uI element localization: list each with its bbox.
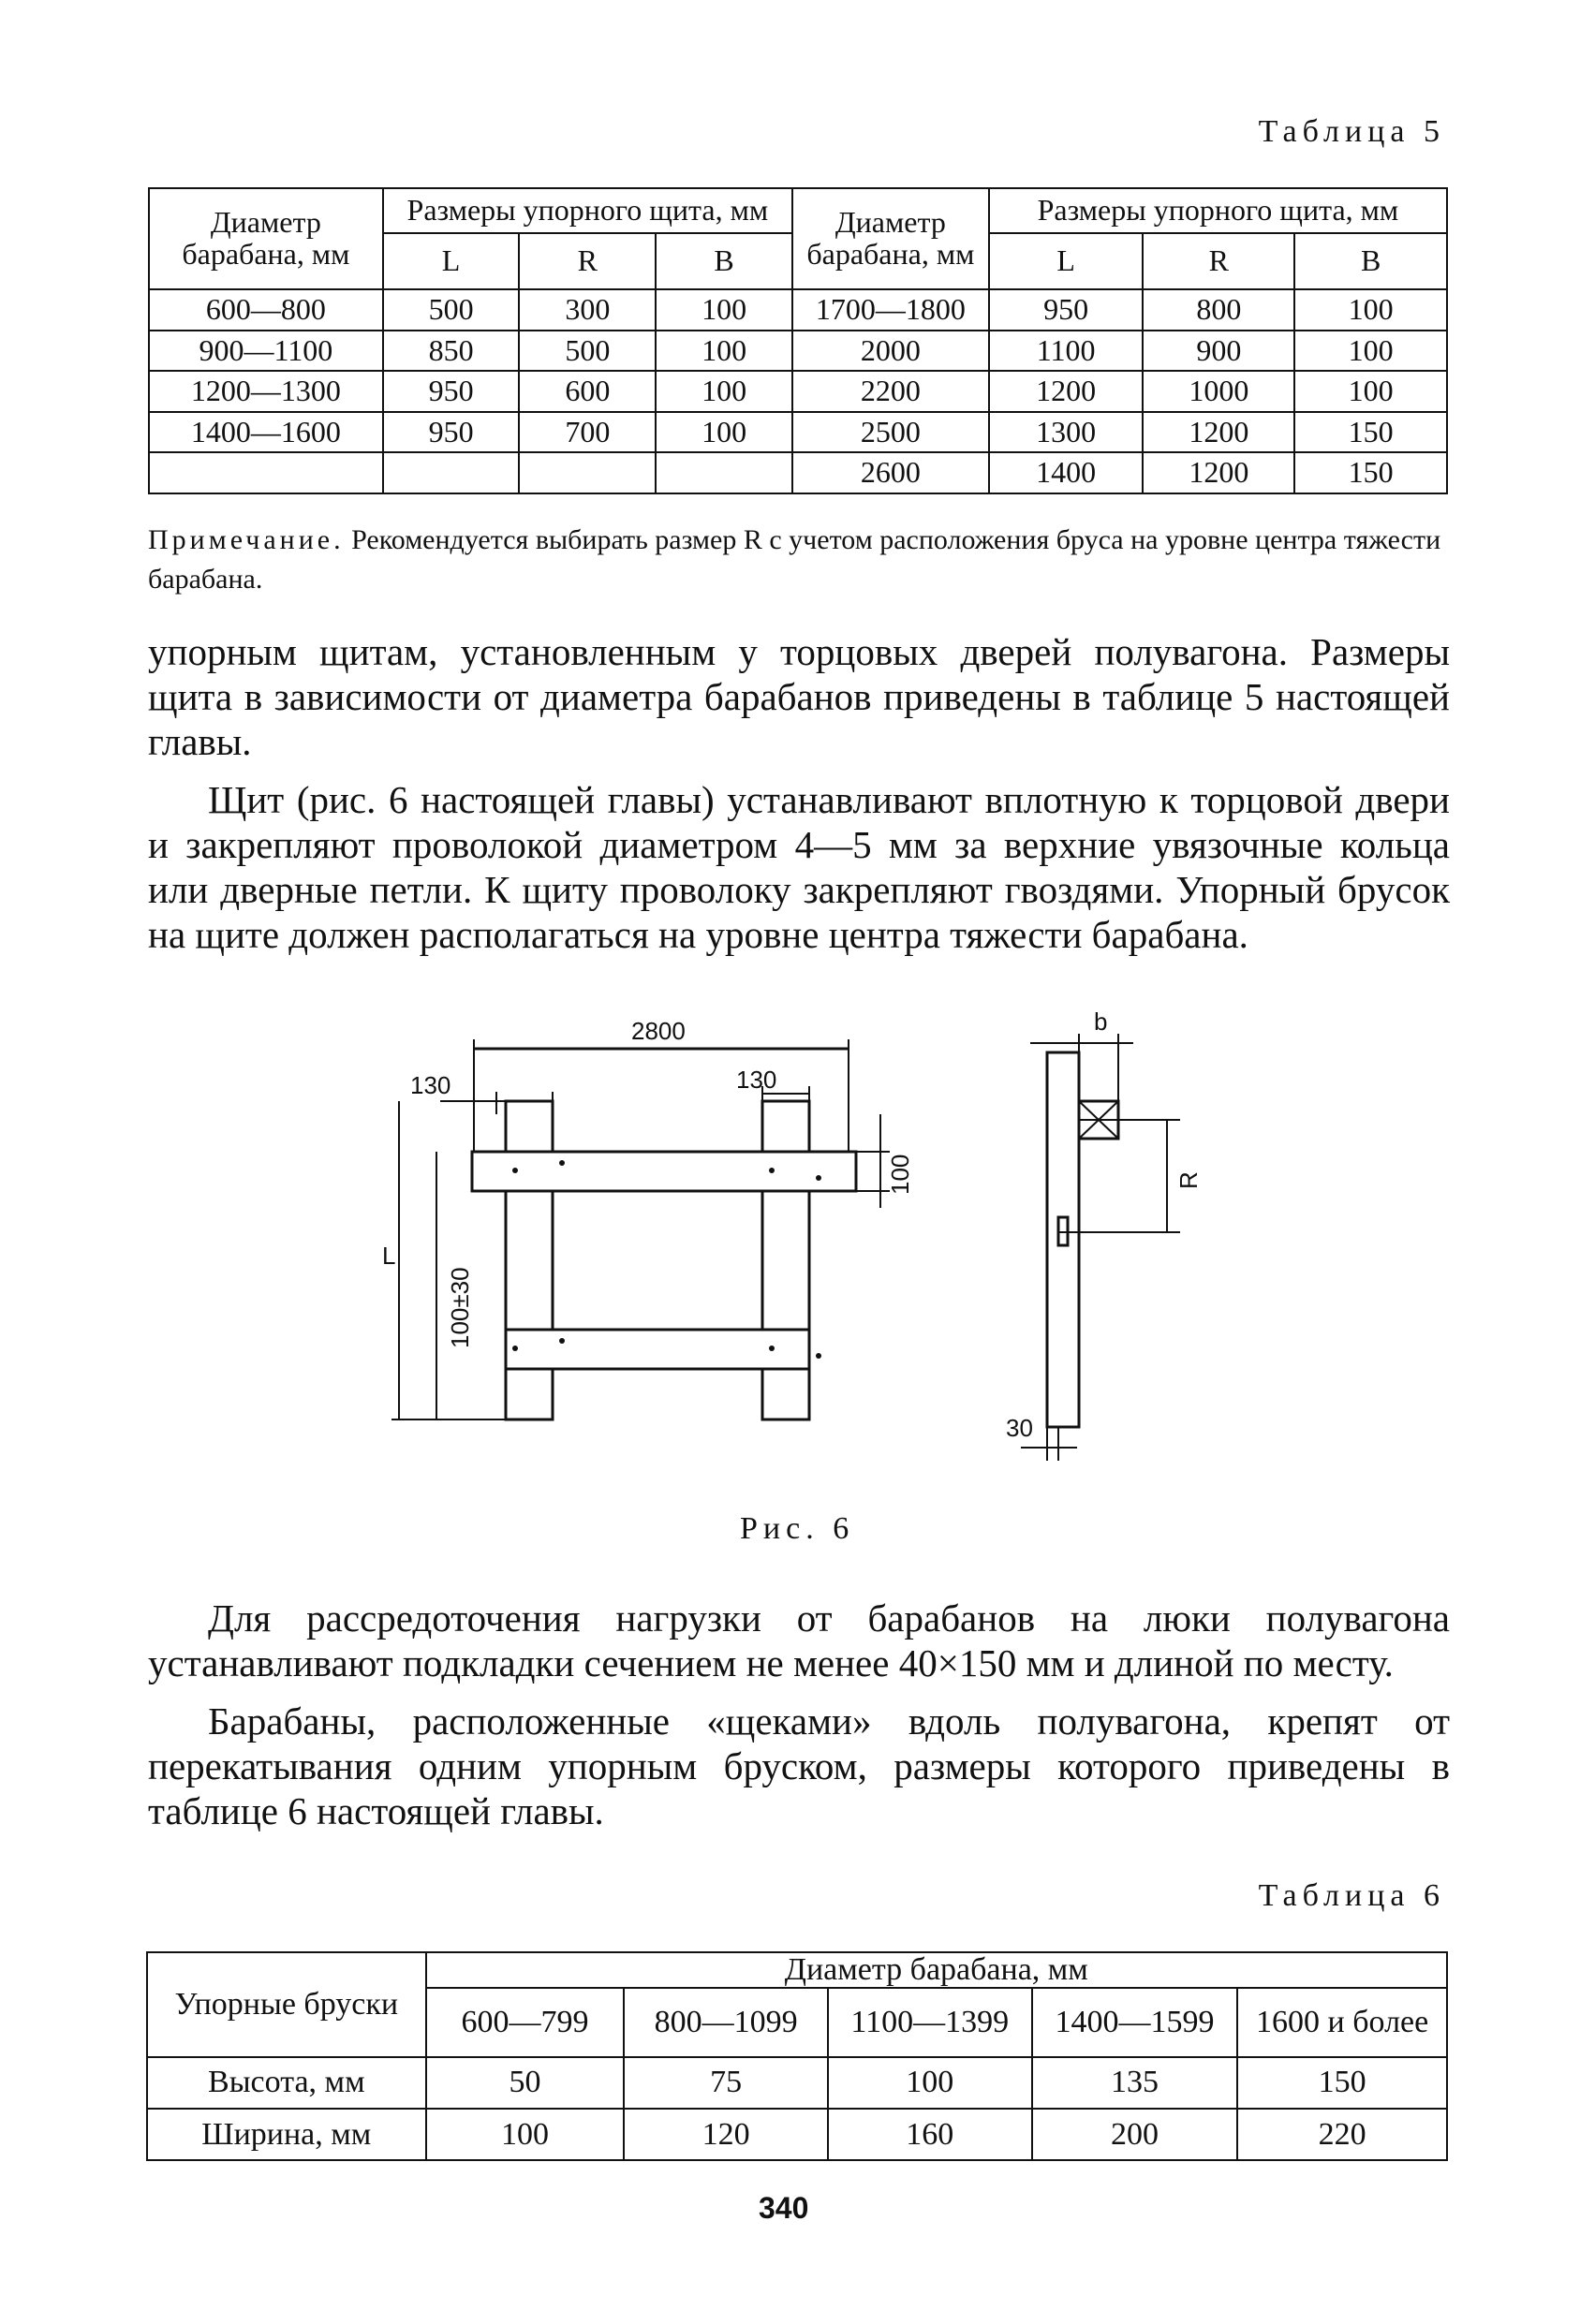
- table-cell: 150: [1237, 2057, 1447, 2109]
- table-cell: 1100: [989, 331, 1144, 372]
- table-cell: 100: [426, 2109, 625, 2160]
- body-text-top: [148, 629, 1450, 957]
- page-number: 340: [759, 2191, 809, 2225]
- top-board: [472, 1152, 856, 1191]
- table-cell: 100: [1294, 331, 1447, 372]
- table-cell: 2600: [792, 452, 989, 493]
- table6-column-header: 600—799: [426, 1988, 625, 2057]
- table-cell: 600—800: [149, 289, 383, 331]
- table-cell: 900: [1143, 331, 1294, 372]
- table-cell: [656, 452, 792, 493]
- table6: [146, 1951, 1448, 2161]
- table6-row-label: Ширина, мм: [147, 2109, 426, 2160]
- note-text: Рекомендуется выбирать размер R с учетом расположения бруса на уровне центра тяжести барабана.: [148, 524, 1441, 595]
- table-row: [147, 2057, 1447, 2109]
- dim-label-R: R: [1174, 1171, 1203, 1189]
- table-cell: 1300: [989, 412, 1144, 453]
- paragraph-3: Для рассредоточения нагрузки от барабанов на люки полувагона устанавливают подкладки сечением не менее 40×150 мм и длиной по месту.: [148, 1596, 1450, 1684]
- table-cell: 500: [519, 331, 656, 372]
- table-cell: 1000: [1143, 371, 1294, 412]
- table-cell: [149, 452, 383, 493]
- table6-column-header: 800—1099: [624, 1988, 828, 2057]
- figure-6-caption: Рис. 6: [740, 1511, 855, 1546]
- table5-header-L-1: L: [383, 233, 520, 289]
- table-cell: 2000: [792, 331, 989, 372]
- table-cell: 950: [383, 371, 520, 412]
- table6-column-header: 1600 и более: [1237, 1988, 1447, 2057]
- paragraph-2: Щит (рис. 6 настоящей главы) устанавливают вплотную к торцовой двери и закрепляют проволокой диаметром 4—5 мм за верхние увязочные кольца или дверные петли. К щиту проволоку закрепляют гвоздями. Упорный брусок на щите должен располагаться на уровне центра тяжести барабана.: [148, 778, 1450, 956]
- table6-header-diameter: Диаметр барабана, мм: [426, 1952, 1447, 1988]
- side-view-board: [1047, 1052, 1079, 1427]
- table-cell: 100: [656, 371, 792, 412]
- table6-caption: Таблица 6: [1258, 1878, 1445, 1913]
- dim-label-right-bar: 100: [886, 1154, 914, 1195]
- dim-label-lower-gap: 100±30: [446, 1267, 474, 1348]
- table-cell: 1200: [1143, 412, 1294, 453]
- table-cell: [519, 452, 656, 493]
- table-row: [149, 452, 1447, 493]
- table6-column-header: 1400—1599: [1032, 1988, 1238, 2057]
- table5-header-B-1: B: [656, 233, 792, 289]
- table-cell: 100: [656, 289, 792, 331]
- bottom-board: [506, 1330, 809, 1369]
- table-cell: 100: [1294, 371, 1447, 412]
- table-row: [149, 412, 1447, 453]
- table5-header-sizes-2: Размеры упорного щита, мм: [989, 188, 1447, 233]
- table-cell: 135: [1032, 2057, 1238, 2109]
- table-row: [149, 289, 1447, 331]
- table-cell: 600: [519, 371, 656, 412]
- table-cell: 100: [656, 331, 792, 372]
- table-row: [147, 2109, 1447, 2160]
- table-cell: 200: [1032, 2109, 1238, 2160]
- table-cell: 150: [1294, 412, 1447, 453]
- note-label: Примечание.: [148, 524, 345, 555]
- left-post: [506, 1101, 553, 1419]
- table-cell: 1400: [989, 452, 1144, 493]
- table6-header-bars: Упорные бруски: [147, 1952, 426, 2057]
- table5-header-diameter-1: Диаметр барабана, мм: [149, 188, 383, 289]
- table-cell: 2500: [792, 412, 989, 453]
- table5-caption: Таблица 5: [1258, 114, 1445, 149]
- table-cell: 500: [383, 289, 520, 331]
- table6-row-label: Высота, мм: [147, 2057, 426, 2109]
- table-cell: 800: [1143, 289, 1294, 331]
- table5-header-R-1: R: [519, 233, 656, 289]
- paragraph-4: Барабаны, расположенные «щеками» вдоль полувагона, крепят от перекатывания одним упорным бруском, размеры которого приведены в таблице 6 настоящей главы.: [148, 1699, 1450, 1832]
- dim-label-L: L: [382, 1242, 396, 1270]
- dim-label-30: 30: [1006, 1414, 1033, 1442]
- table-cell: 150: [1294, 452, 1447, 493]
- paragraph-1: упорным щитам, установленным у торцовых дверей полувагона. Размеры щита в зависимости от диаметра барабанов приведены в таблице 5 настоящей главы.: [148, 630, 1450, 763]
- table-cell: 1400—1600: [149, 412, 383, 453]
- table6-column-header: 1100—1399: [828, 1988, 1032, 2057]
- table5-header-R-2: R: [1143, 233, 1294, 289]
- table5: [148, 187, 1448, 494]
- dim-label-left-offset: 130: [410, 1071, 451, 1099]
- table-cell: 75: [624, 2057, 828, 2109]
- table-cell: 120: [624, 2109, 828, 2160]
- table-cell: 700: [519, 412, 656, 453]
- table-cell: 100: [1294, 289, 1447, 331]
- figure-6-drawing: [365, 1011, 1227, 1498]
- table-cell: 850: [383, 331, 520, 372]
- table-cell: 100: [656, 412, 792, 453]
- right-post: [762, 1101, 809, 1419]
- table5-header-L-2: L: [989, 233, 1144, 289]
- table5-note: [148, 521, 1448, 599]
- dim-label-width: 2800: [631, 1017, 686, 1045]
- table-cell: 220: [1237, 2109, 1447, 2160]
- table-cell: [383, 452, 520, 493]
- table-cell: 1200: [989, 371, 1144, 412]
- table-cell: 50: [426, 2057, 625, 2109]
- table-row: [149, 331, 1447, 372]
- table-cell: 160: [828, 2109, 1032, 2160]
- table-cell: 1200—1300: [149, 371, 383, 412]
- dim-label-b: b: [1094, 1011, 1108, 1036]
- table-row: [149, 371, 1447, 412]
- dim-label-inner-offset: 130: [736, 1066, 777, 1094]
- table5-header-B-2: B: [1294, 233, 1447, 289]
- table-cell: 900—1100: [149, 331, 383, 372]
- table5-header-sizes-1: Размеры упорного щита, мм: [383, 188, 792, 233]
- body-text-bottom: [148, 1596, 1450, 1833]
- table-cell: 2200: [792, 371, 989, 412]
- table-cell: 300: [519, 289, 656, 331]
- table-cell: 1200: [1143, 452, 1294, 493]
- table-cell: 950: [989, 289, 1144, 331]
- table-cell: 100: [828, 2057, 1032, 2109]
- table-cell: 1700—1800: [792, 289, 989, 331]
- table-cell: 950: [383, 412, 520, 453]
- table5-header-diameter-2: Диаметр барабана, мм: [792, 188, 989, 289]
